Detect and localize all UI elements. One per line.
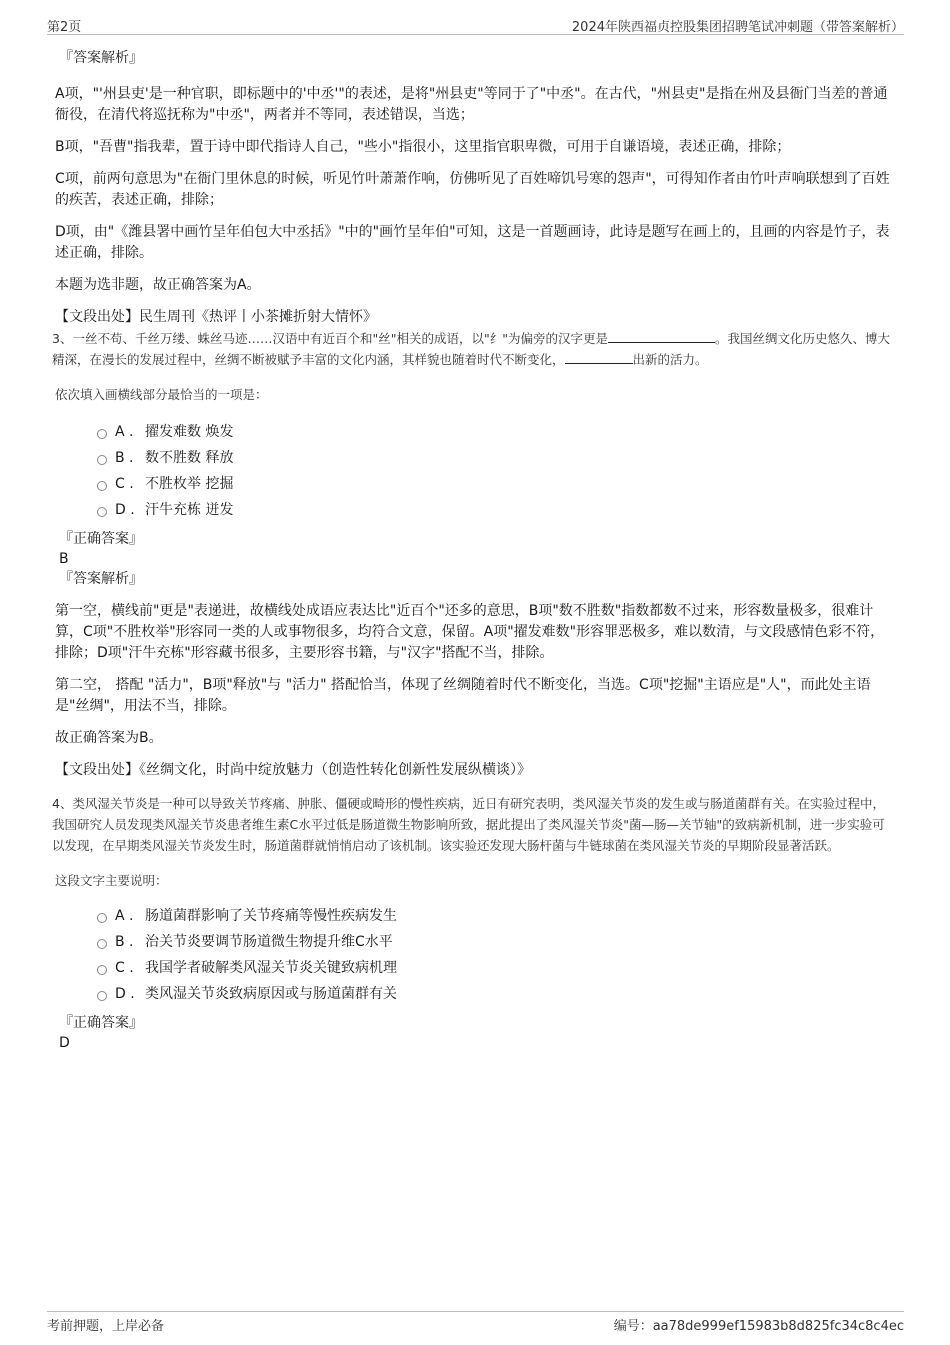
radio-button[interactable] — [97, 991, 107, 1001]
q4-option-c[interactable]: C . 我国学者破解类风湿关节炎关键致病机理 — [97, 955, 895, 981]
radio-button[interactable] — [97, 939, 107, 949]
q3-blank-2 — [565, 351, 633, 364]
q3-analysis-1: 第一空，横线前"更是"表递进，故横线处成语应表达比"近百个"还多的意思，B项"数不胜数"指数都数不过来，形容数量极多，很难计算，C项"不胜枚举"形容同一类的人或事物很多，均符合文意，保留。A项"擢发难数"形容罪恶极多，难以数清，与文段感情色彩不符，排除；D项"汗牛充栋"形容藏书很多，主要形容书籍，与"汉字"搭配不当，排除。 — [55, 603, 885, 661]
q3-option-c[interactable]: C . 不胜枚举 挖掘 — [97, 471, 895, 497]
q4-answer-label: 『正确答案』 — [59, 1015, 143, 1031]
q3-conclusion: 故正确答案为B。 — [55, 730, 163, 746]
q2-analysis-c: C项，前两句意思为"在衙门里休息的时候，听见竹叶萧萧作响，仿佛听见了百姓啼饥号寒的怨声"，可得知作者由竹叶声响联想到了百姓的疾苦，表述正确，排除； — [55, 171, 890, 208]
radio-button[interactable] — [97, 507, 107, 517]
q4-option-d[interactable]: D . 类风湿关节炎致病原因或与肠道菌群有关 — [97, 981, 895, 1007]
page-header — [47, 14, 904, 35]
q4-stem: 4、类风湿关节炎是一种可以导致关节疼痛、肿胀、僵硬或畸形的慢性疾病，近日有研究表明，类风湿关节炎的发生或与肠道菌群有关。在实验过程中，我国研究人员发现类风湿关节炎患者维生素C水平过低是肠道微生物影响所致，据此提出了类风湿关节炎"菌—肠—关节轴"的致病新机制，进一步实验可以发现，在早期类风湿关节炎发生时，肠道菌群就悄悄启动了该机制。该实验还发现大肠杆菌与牛链球菌在类风湿关节炎的早期阶段显著活跃。 — [52, 796, 885, 853]
q4-prompt: 这段文字主要说明： — [55, 873, 168, 888]
q3-prompt: 依次填入画横线部分最恰当的一项是： — [55, 387, 268, 402]
q2-analysis-a: A项，"'州县吏'是一种官职，即标题中的'中丞'"的表述，是将"州县吏"等同于了"中丞"。在古代，"州县吏"是指在州及县衙门当差的普通衙役，在清代将巡抚称为"中丞"，两者并不等同，表述错误，当选； — [55, 86, 888, 123]
q3-option-a[interactable]: A . 擢发难数 焕发 — [97, 419, 895, 445]
q3-analysis-2: 第二空， 搭配 "活力"，B项"释放"与 "活力" 搭配恰当，体现了丝绸随着时代不断变化，当选。C项"挖掘"主语应是"人"，而此处主语是"丝绸"，用法不当，排除。 — [55, 677, 871, 714]
q3-options — [55, 419, 895, 523]
document-title: 2024年陕西福贞控股集团招聘笔试冲刺题（带答案解析） — [571, 20, 904, 35]
radio-button[interactable] — [97, 429, 107, 439]
q4-option-b[interactable]: B . 治关节炎要调节肠道微生物提升维C水平 — [97, 929, 895, 955]
q4-options — [55, 903, 895, 1007]
q3-analysis-label: 『答案解析』 — [59, 571, 143, 587]
document-body — [52, 44, 895, 1053]
q3-answer-label: 『正确答案』 — [59, 531, 143, 547]
q3-option-b[interactable]: B . 数不胜数 释放 — [97, 445, 895, 471]
q3-blank-1 — [608, 330, 715, 343]
q2-analysis-d: D项，由"《潍县署中画竹呈年伯包大中丞括》"中的"画竹呈年伯"可知，这是一首题画诗，此诗是题写在画上的，且画的内容是竹子，表述正确，排除。 — [55, 224, 890, 261]
page-number: 第2页 — [47, 20, 82, 35]
q2-analysis-label: 『答案解析』 — [59, 50, 143, 66]
footer-slogan: 考前押题，上岸必备 — [47, 1319, 165, 1334]
radio-button[interactable] — [97, 481, 107, 491]
q3-stem: 3、一丝不苟、千丝万缕、蛛丝马迹……汉语中有近百个和"丝"相关的成语，以"纟"为偏旁的汉字更是 。我国丝绸文化历史悠久、博大精深，在漫长的发展过程中，丝绸不断被赋予丰富的文化内涵，其样貌也随着时代不断变化， 出新的活力。 — [52, 331, 890, 367]
q4-option-a[interactable]: A . 肠道菌群影响了关节疼痛等慢性疾病发生 — [97, 903, 895, 929]
q3-source: 【文段出处】《丝绸文化，时尚中绽放魅力（创造性转化创新性发展纵横谈）》 — [55, 762, 531, 778]
document-serial: 编号：aa78de999ef15983b8d825fc34c8c4ec — [613, 1319, 904, 1334]
q4-answer: D — [59, 1035, 70, 1051]
q3-answer: B — [59, 551, 69, 567]
radio-button[interactable] — [97, 455, 107, 465]
radio-button[interactable] — [97, 913, 107, 923]
q2-source: 【文段出处】民生周刊《热评丨小茶摊折射大情怀》 — [55, 309, 377, 325]
page-footer — [47, 1311, 904, 1334]
q3-option-d[interactable]: D . 汗牛充栋 迸发 — [97, 497, 895, 523]
radio-button[interactable] — [97, 965, 107, 975]
q2-analysis-b: B项，"吾曹"指我辈，置于诗中即代指诗人自己，"些小"指很小，这里指官职卑微，可用于自谦语境，表述正确，排除； — [55, 139, 791, 155]
q2-conclusion: 本题为选非题，故正确答案为A。 — [55, 277, 261, 293]
